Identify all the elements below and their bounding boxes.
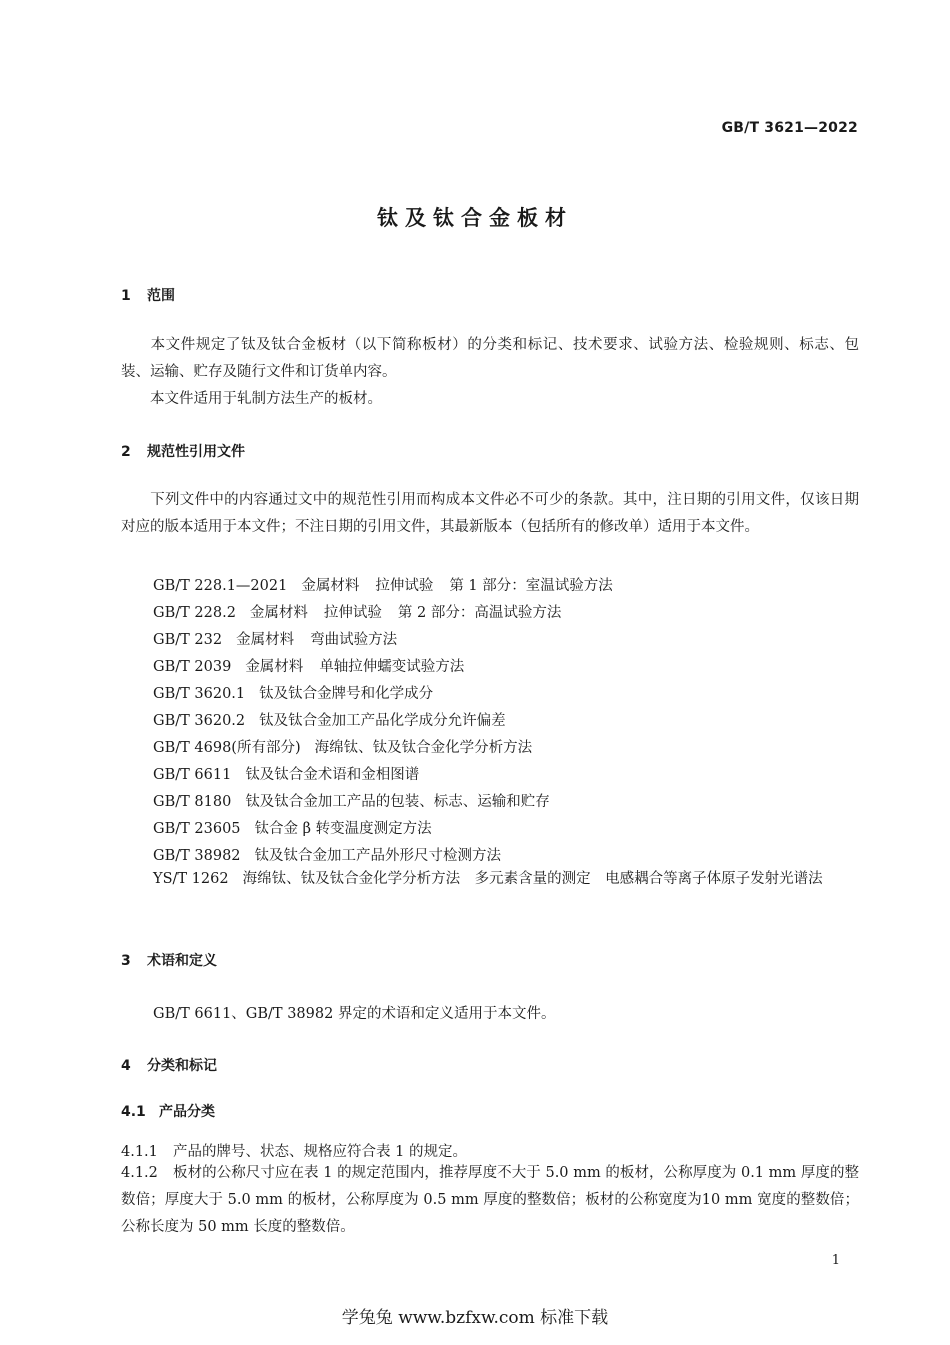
reference-code: YS/T 1262	[153, 871, 229, 887]
reference-part: 钛及钛合金加工产品化学成分允许偏差	[259, 713, 506, 729]
reference-item	[153, 655, 464, 676]
section-number: 4	[121, 1058, 131, 1074]
reference-part: 第 2 部分：高温试验方法	[397, 605, 562, 621]
reference-item	[153, 844, 501, 865]
reference-code: GB/T 6611	[153, 767, 232, 783]
paragraph-text: 下列文件中的内容通过文中的规范性引用而构成本文件必不可少的条款。其中，注日期的引用文件，仅该日期对应的版本适用于本文件；不注日期的引用文件，其最新版本（包括所有的修改单）适用于本文件。	[121, 492, 859, 535]
reference-part: 钛及钛合金加工产品的包装、标志、运输和贮存	[245, 794, 550, 810]
reference-item	[153, 763, 419, 784]
section-2-heading	[121, 441, 245, 461]
page-number: 1	[831, 1253, 840, 1268]
reference-code: GB/T 23605	[153, 821, 241, 837]
section-number: 3	[121, 953, 131, 969]
reference-part: 金属材料	[249, 605, 308, 621]
subsection-title: 产品分类	[159, 1104, 215, 1120]
section-3-heading	[121, 950, 217, 970]
section-1-heading	[121, 285, 175, 305]
reference-code: GB/T 4698(所有部分)	[153, 740, 301, 756]
reference-part: 金属材料	[245, 659, 304, 675]
clause-4-1-1	[121, 1140, 859, 1161]
section-4-heading	[121, 1055, 217, 1075]
reference-part: 单轴拉伸蠕变试验方法	[319, 659, 465, 675]
reference-item	[153, 574, 613, 595]
reference-part: 海绵钛、钛及钛合金化学分析方法	[314, 740, 533, 756]
section-number: 2	[121, 444, 131, 460]
clause-4-1-2	[121, 1160, 859, 1241]
footer-watermark-text: 学兔兔 www.bzfxw.com 标准下载	[341, 1308, 609, 1328]
section-1-paragraph-1	[121, 332, 859, 386]
reference-item	[153, 790, 550, 811]
section-3-text: GB/T 6611、GB/T 38982 界定的术语和定义适用于本文件。	[153, 1006, 556, 1022]
reference-part: 弯曲试验方法	[310, 632, 398, 648]
reference-code: GB/T 3620.1	[153, 686, 246, 702]
reference-item	[153, 601, 561, 622]
section-1-paragraph-2	[121, 386, 859, 413]
reference-part: 拉伸试验	[323, 605, 382, 621]
reference-item-ys	[121, 866, 859, 893]
clause-text: 产品的牌号、状态、规格应符合表 1 的规定。	[173, 1144, 467, 1160]
reference-part: 钛及钛合金牌号和化学成分	[259, 686, 434, 702]
reference-part: 钛合金 β 转变温度测定方法	[254, 821, 432, 837]
subsection-number: 4.1	[121, 1104, 146, 1120]
section-number: 1	[121, 288, 131, 304]
reference-code: GB/T 228.1—2021	[153, 578, 288, 594]
section-title: 术语和定义	[147, 953, 217, 969]
paragraph-text: 本文件适用于轧制方法生产的板材。	[150, 391, 382, 407]
section-2-intro	[121, 487, 859, 541]
reference-part: 金属材料	[301, 578, 360, 594]
reference-code: GB/T 8180	[153, 794, 232, 810]
reference-code: GB/T 2039	[153, 659, 232, 675]
reference-code: GB/T 38982	[153, 848, 241, 864]
clause-number: 4.1.2	[121, 1165, 158, 1181]
reference-item	[153, 628, 397, 649]
reference-item	[153, 736, 532, 757]
reference-part: 钛及钛合金加工产品外形尺寸检测方法	[254, 848, 502, 864]
reference-item	[153, 817, 432, 838]
document-title: 钛及钛合金板材	[377, 206, 573, 230]
reference-part: 钛及钛合金术语和金相图谱	[245, 767, 420, 783]
reference-item	[153, 682, 433, 703]
section-title: 规范性引用文件	[147, 444, 245, 460]
clause-number: 4.1.1	[121, 1144, 158, 1160]
clause-text: 板材的公称尺寸应在表 1 的规定范围内，推荐厚度不大于 5.0 mm 的板材，公称厚度为 0.1 mm 厚度的整数倍；厚度大于 5.0 mm 的板材，公称厚度为 0.5 mm 厚度的整数倍；板材的公称宽度为10 mm 宽度的整数倍；公称长度为 50 mm 长度的整数倍。	[121, 1165, 859, 1235]
reference-part: 金属材料	[236, 632, 295, 648]
subsection-4-1-heading	[121, 1101, 215, 1121]
reference-code: GB/T 3620.2	[153, 713, 246, 729]
reference-part: 第 1 部分：室温试验方法	[449, 578, 613, 594]
section-title: 范围	[147, 288, 175, 304]
reference-item	[153, 709, 506, 730]
reference-part: 拉伸试验	[375, 578, 434, 594]
reference-part: 海绵钛、钛及钛合金化学分析方法 多元素含量的测定 电感耦合等离子体原子发射光谱法	[242, 871, 823, 887]
section-title: 分类和标记	[147, 1058, 217, 1074]
reference-code: GB/T 232	[153, 632, 223, 648]
standard-code: GB/T 3621—2022	[721, 120, 858, 136]
paragraph-text: 本文件规定了钛及钛合金板材（以下简称板材）的分类和标记、技术要求、试验方法、检验规则、标志、包装、运输、贮存及随行文件和订货单内容。	[121, 337, 859, 380]
reference-code: GB/T 228.2	[153, 605, 236, 621]
